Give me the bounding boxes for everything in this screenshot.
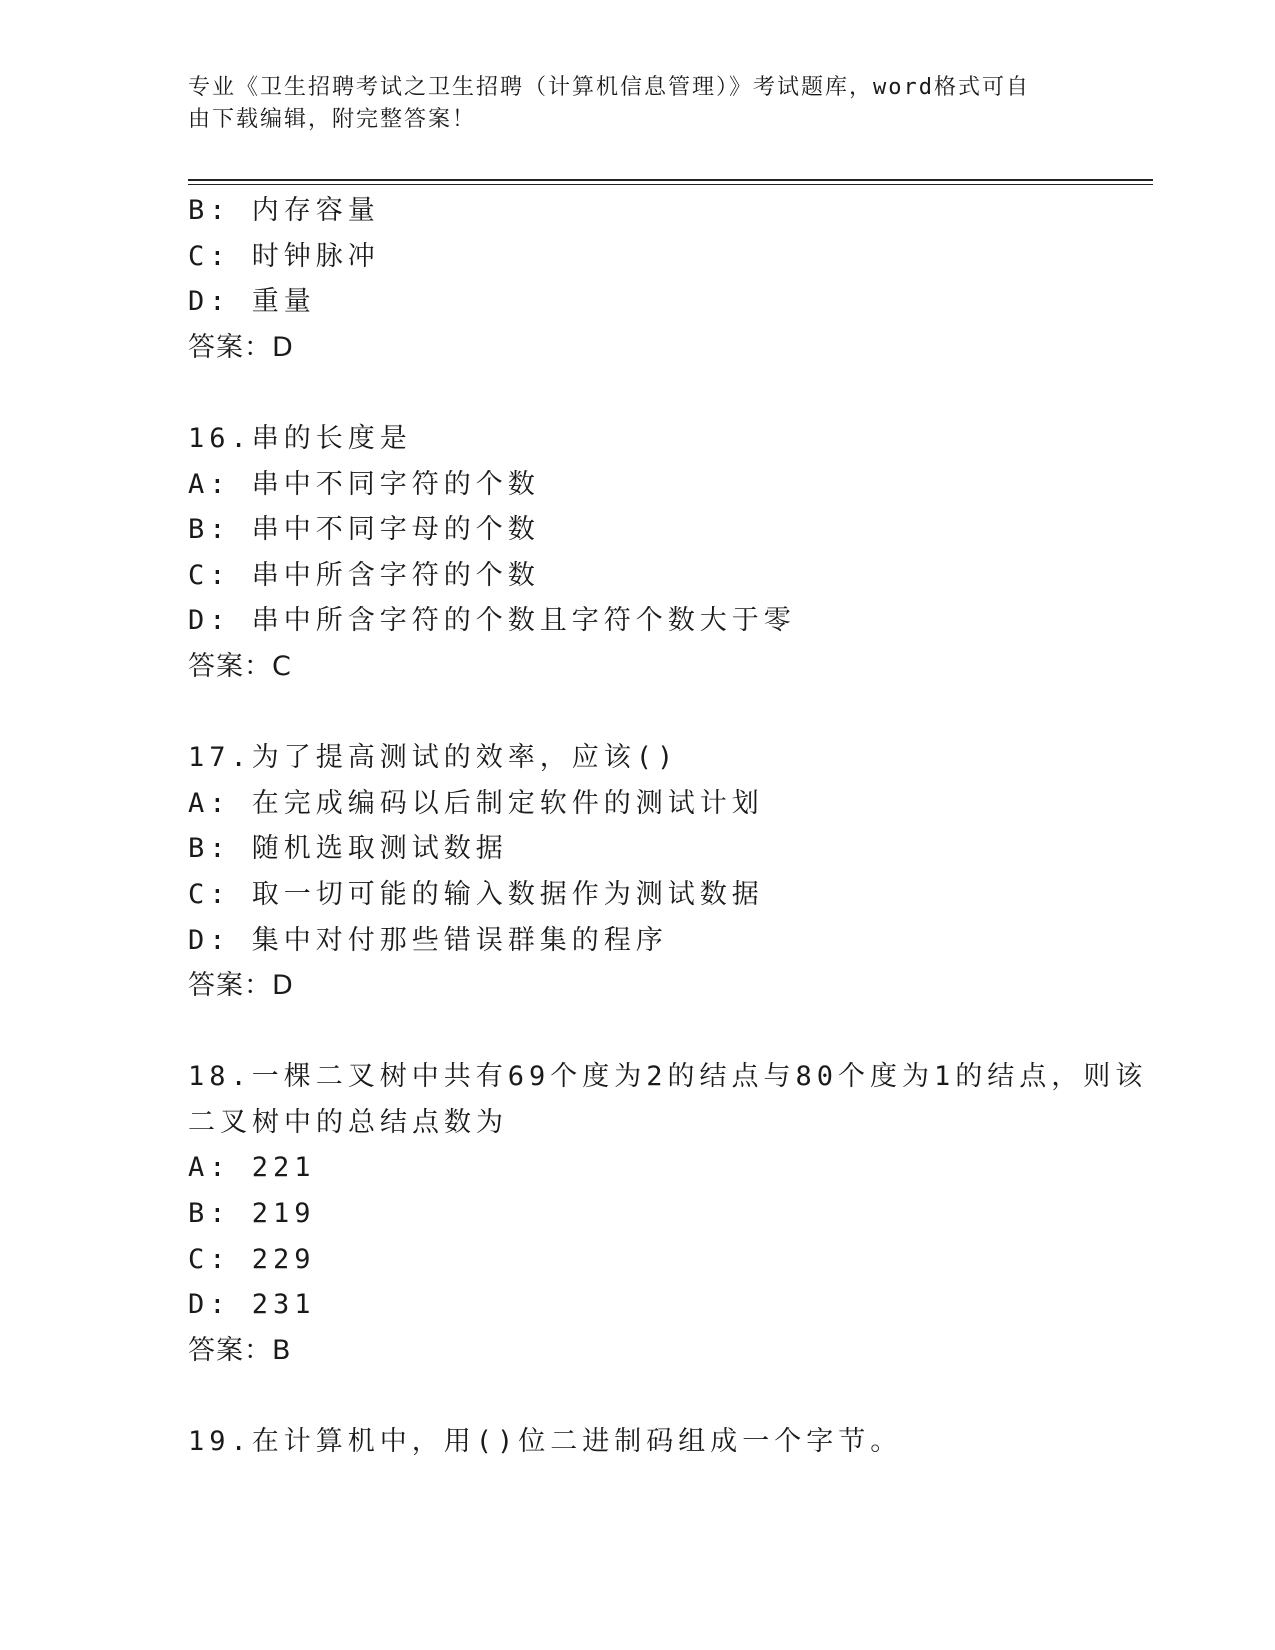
- spacer: [188, 690, 1088, 736]
- option-b: B: 219: [188, 1198, 316, 1230]
- question-19: [188, 1419, 1088, 1465]
- spacer: [188, 1373, 1088, 1419]
- answer-line: 答案：D: [188, 970, 294, 1002]
- option-d: D: 串中所含字符的个数且字符个数大于零: [188, 605, 796, 637]
- option-d: D: 重量: [188, 286, 316, 318]
- question-text: 19.在计算机中，用()位二进制码组成一个字节。: [188, 1426, 903, 1458]
- question-15-partial: [188, 188, 1088, 370]
- option-c: C: 229: [188, 1243, 316, 1275]
- option-d: D: 集中对付那些错误群集的程序: [188, 924, 668, 956]
- question-text: 16.串的长度是: [188, 422, 412, 454]
- option-a: A: 在完成编码以后制定软件的测试计划: [188, 787, 764, 819]
- spacer: [188, 1009, 1088, 1055]
- option-c: C: 串中所含字符的个数: [188, 559, 540, 591]
- header-divider-thin: [188, 184, 1153, 185]
- question-text: 17.为了提高测试的效率，应该(): [188, 742, 679, 774]
- option-b: B: 随机选取测试数据: [188, 833, 508, 865]
- question-text-line-2: 二叉树中的总结点数为: [188, 1106, 508, 1138]
- option-c: C: 取一切可能的输入数据作为测试数据: [188, 878, 764, 910]
- header-line-1: 专业《卫生招聘考试之卫生招聘（计算机信息管理）》考试题库，word格式可自: [188, 75, 1030, 100]
- option-b: B: 内存容量: [188, 195, 380, 226]
- question-16: [188, 416, 1088, 690]
- document-header: [188, 72, 1088, 136]
- header-line-2: 由下载编辑，附完整答案！: [188, 107, 477, 132]
- option-c: C: 时钟脉冲: [188, 240, 380, 272]
- question-text-line-1: 18.一棵二叉树中共有69个度为2的结点与80个度为1的结点，则该: [188, 1061, 1148, 1093]
- option-d: D: 231: [188, 1289, 316, 1321]
- question-list: [188, 188, 1148, 1465]
- answer-line: 答案：B: [188, 1334, 292, 1366]
- option-a: A: 221: [188, 1152, 316, 1184]
- option-a: A: 串中不同字符的个数: [188, 468, 540, 500]
- spacer: [188, 370, 1088, 416]
- header-divider-thick: [188, 179, 1153, 181]
- answer-line: 答案：D: [188, 331, 294, 363]
- question-18: [188, 1054, 1148, 1373]
- question-17: [188, 735, 1088, 1009]
- answer-line: 答案：C: [188, 650, 292, 682]
- option-b: B: 串中不同字母的个数: [188, 514, 540, 546]
